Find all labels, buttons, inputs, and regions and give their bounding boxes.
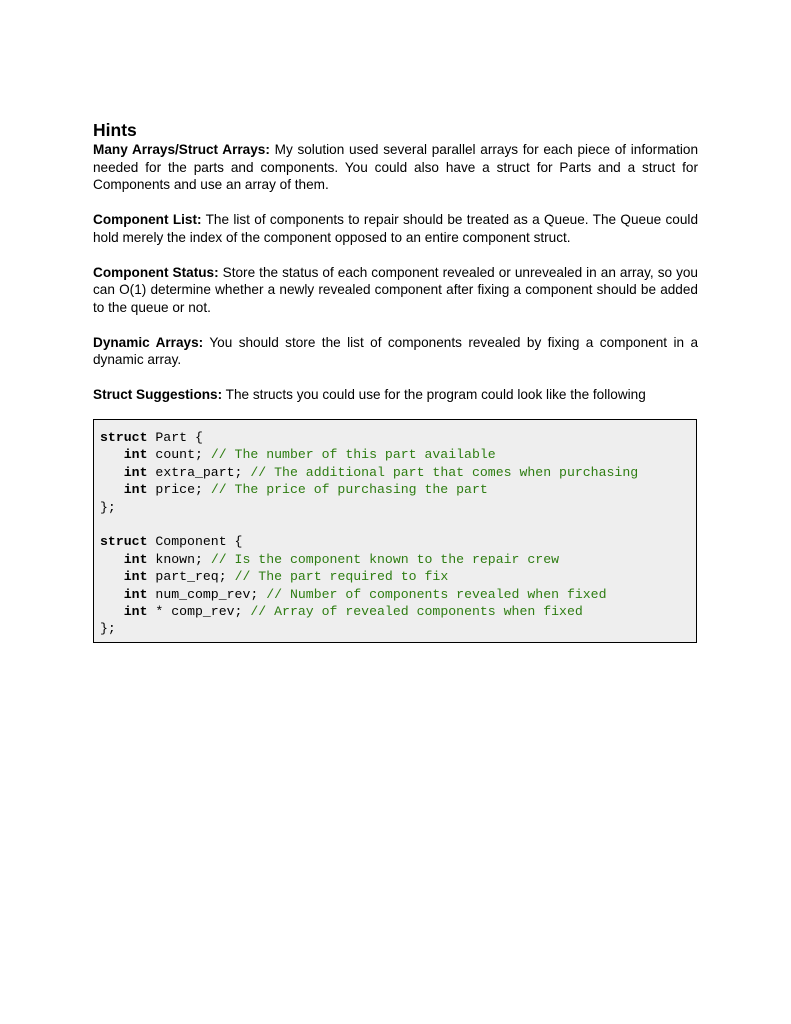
paragraph-text: Store the status of each component revealed or unrevealed in an array, so you can O(1) determine whether a newly revealed component after fixing a component should be added to the queue or not. — [93, 264, 698, 315]
code-text: part_req; — [147, 569, 235, 585]
code-text: }; — [100, 621, 116, 637]
paragraph-text: The structs you could use for the program could look like the following — [222, 387, 646, 402]
code-keyword: struct — [100, 430, 148, 445]
code-text: price; — [147, 482, 211, 498]
code-line — [100, 499, 690, 516]
code-text: Part { — [147, 430, 203, 445]
paragraph-label: Struct Suggestions: — [93, 387, 223, 402]
paragraph-struct-suggestions — [93, 386, 698, 404]
paragraph-component-list — [93, 211, 698, 246]
hints-section — [93, 120, 698, 404]
paragraph-label: Many Arrays/Struct Arrays: — [93, 142, 270, 157]
code-comment: // The part required to fix — [234, 569, 449, 585]
code-text: }; — [100, 499, 116, 515]
code-comment: // Array of revealed components when fixed — [250, 603, 583, 619]
paragraph-label: Component Status: — [93, 264, 219, 280]
paragraph-text: My solution used several parallel arrays for each piece of information needed for the parts and components. You could also have a struct for Parts and a struct for Components and use an array of them. — [93, 142, 699, 192]
code-line — [100, 586, 690, 603]
code-keyword: int — [123, 551, 148, 567]
code-comment: // The price of purchasing the part — [210, 482, 488, 498]
code-line — [100, 481, 690, 498]
paragraph-label: Dynamic Arrays: — [93, 334, 204, 350]
code-line — [100, 516, 690, 533]
paragraph-text: The list of components to repair should be treated as a Queue. The Queue could hold merely the index of the component opposed to an entire component struct. — [93, 212, 698, 245]
paragraph-many-arrays — [93, 141, 698, 194]
code-comment: // Number of components revealed when fixed — [266, 586, 607, 602]
page-title: Hints — [93, 120, 137, 140]
code-line — [100, 446, 690, 463]
code-line — [100, 429, 690, 446]
code-line — [100, 464, 690, 481]
paragraph-component-status — [93, 264, 698, 317]
code-line — [100, 568, 690, 585]
code-text: known; — [147, 551, 211, 567]
code-keyword: int — [123, 464, 148, 480]
code-block — [93, 419, 697, 643]
code-line — [100, 603, 690, 620]
code-keyword: int — [123, 586, 148, 602]
code-comment: // The number of this part available — [210, 447, 496, 463]
code-line — [100, 620, 690, 637]
paragraph-text: You should store the list of components revealed by fixing a component in a dynamic array. — [93, 334, 698, 367]
code-comment: // Is the component known to the repair crew — [210, 551, 560, 567]
code-keyword: struct — [100, 534, 148, 550]
code-line — [100, 533, 690, 550]
code-line — [100, 551, 690, 568]
code-text: count; — [147, 447, 211, 463]
code-keyword: int — [123, 603, 148, 619]
paragraph-dynamic-arrays — [93, 334, 698, 369]
code-text: num_comp_rev; — [147, 586, 267, 602]
code-comment: // The additional part that comes when purchasing — [250, 464, 639, 480]
paragraph-label: Component List: — [93, 212, 202, 227]
code-keyword: int — [123, 482, 148, 498]
code-text: Component { — [147, 534, 243, 550]
code-text: extra_part; — [147, 464, 251, 480]
code-text: * comp_rev; — [147, 603, 251, 619]
code-keyword: int — [123, 447, 148, 463]
code-keyword: int — [123, 569, 148, 585]
